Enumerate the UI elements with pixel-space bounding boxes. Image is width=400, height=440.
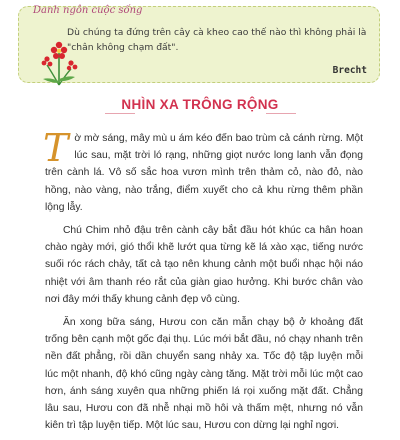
article-body (43, 126, 363, 440)
quote-author: Brecht (332, 65, 367, 76)
paragraph-text: ờ mờ sáng, mây mù u ám kéo đến bao trùm cả cánh rừng. Một lúc sau, mặt trời ló rạng, những giọt nước long lanh vẫn đọng trên cành lá. Vô số sắc hoa vươn mình trên thảm cỏ, nào đỏ, nào hồng, nào vàng, nào trắng, điểm xuyết cho cả khu rừng thêm phần lộng lẫy. (45, 133, 363, 213)
article-paragraph: Chú Chim nhỏ đậu trên cành cây bắt đầu hót khúc ca hân hoan chào ngày mới, gió thổi khẽ lướt qua từng kẽ lá xào xạc, tiếng nước suối róc rách chảy, tất cả tạo nên khung cảnh một buổi nhạc hội náo nhiệt với âm thanh réo rắt của giàn giao hưởng. Khi bước chân vào nơi đây mới thấy khung cảnh đẹp vô cùng. (45, 225, 363, 305)
quote-text: Dù chúng ta đứng trên cây cà kheo cao thế nào thì không phải là "chân không chạm đất". (67, 27, 367, 53)
dropcap-letter: T (43, 126, 69, 170)
article-title: NHÌN XA TRÔNG RỘNG (121, 97, 279, 112)
quote-box (18, 6, 380, 83)
article-paragraph: Ăn xong bữa sáng, Hươu con căn mẫn chạy bộ ở khoảng đất trống bên cạnh một gốc đại thụ. Lúc mới bắt đầu, nó chạy nhanh trên nền đất phẳng, rồi dần chuyển sang nhảy xa. Tốc độ tập luyện mỗi lúc một nhanh, độ khó cũng ngày càng tăng. Mặt trời mỗi lúc một cao hơn, ánh sáng xuyên qua những phiến lá rọi xuống mặt đất. Chẳng lâu sau, Hươu con đã nhễ nhại mồ hôi và thấm mệt, nhưng nó vẫn kiên trì tập luyện tiếp. Một lúc sau, Hươu con dừng lại nghỉ ngơi. (45, 317, 363, 432)
title-divider-right (266, 113, 296, 114)
article-paragraph (43, 126, 363, 216)
title-divider-left (105, 113, 135, 114)
quote-header: Danh ngôn cuộc sống (33, 5, 143, 16)
